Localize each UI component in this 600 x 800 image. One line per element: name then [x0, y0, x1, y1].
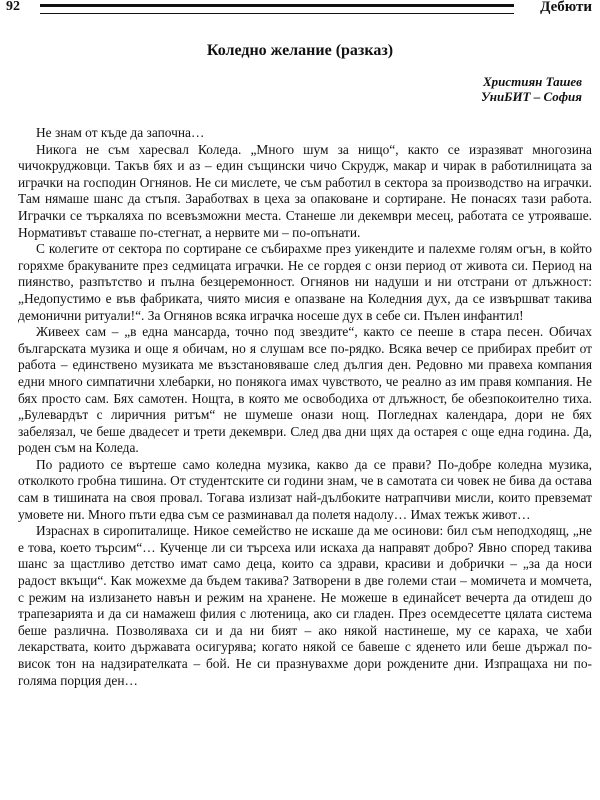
paragraph: С колегите от сектора по сортиране се събирахме през уикендите и палехме голям огън, в който горяхме бракуваните през седмицата играчки. Не се гордея с онзи период от живота си. Период на пиянство, разпътство и пълна безцеремонност. Огнянов ни надуши и ни отстрани от длъжност: „Недопустимо е във фабриката, чиято мисия е опазване на Коледния дух, да се извършват такива демонични ритуали!“. За Огнянов всяка играчка носеше дух в себе си. Пълен инфантил! — [18, 241, 592, 323]
page-header — [0, 0, 600, 16]
paragraph: Живеех сам – „в една мансарда, точно под звездите“, както се пееше в стара песен. Обичах българската музика и още я обичам, но я слушам все по-рядко. Всяка вечер се прибирах пребит от работа – единствено музиката ме възстановяваше след дългия ден. Редовно ми правеха компания едни много симпатични хлебарки, но понякога имах чувството, че реално аз им правя компания. Не бях просто сам. Бях самотен. Нощта, в която ме освободиха от длъжност, бе обезпокоително тиха. „Булевардът с лиричния ритъм“ не шумеше онази нощ. Погледнах календара, дори не бях забелязал, че беше двадесет и трети декември. След два дни щях да остарея с още една година. Да, роден съм на Коледа. — [18, 324, 592, 456]
page-number: 92 — [6, 0, 20, 14]
byline — [481, 74, 582, 104]
article-title: Коледно желание (разказ) — [206, 42, 394, 59]
header-rule — [40, 4, 514, 14]
paragraph: Никога не съм харесвал Коледа. „Много шум за нищо“, както се изразяват многозина чичокруджовци. Такъв бях и аз – един същински чичо Скрудж, макар и чирак в работилницата за играчки на господин Огнянов. Не си мислете, че съм работил в сектора за производство на играчки. Там нямаше шанс да стъпя. Заработвах в цеха за опаковане и сортиране. Не понасях тази работа. Играчки се търкаляха по всевъзможни места. Станеше ли декември месец, работата се утрояваше. Нормативът ставаше по-стегнат, а нервите ми – по-опънати. — [18, 141, 592, 240]
article-body — [18, 125, 592, 689]
paragraph: Израснах в сиропиталище. Никое семейство не искаше да ме осинови: бил съм неподходящ, „не е това, което търсим“… Кученце ли си търсеха или искаха да направят добро? Явно според такива шанс за щастливо детство имат само деца, които са здрави, красиви и добрички – „за да носи радост вкъщи“. Как можехме да бъдем такива? Затворени в две големи стаи – момичета и момчета, с режим на излизането навън и режим на хранене. Не можеше в единайсет вечерта да отидеш до трапезарията и да си намажеш филия с лютеница, ако си гладен. През осемдесетте цялата система беше различна. Позволяваха си и да ни бият – ако някой настинеше, му се караха, че хаби лекарствата, които държавата осигурява; когато някой се бавеше с яденето или беше държал по-висок тон на надзирателката – бой. Не си празнувахме дори рождените дни. Изпращаха ни по-голяма порция ден… — [18, 523, 592, 688]
paragraph: По радиото се въртеше само коледна музика, какво да се прави? По-добре коледна музика, отколкото гробна тишина. От студентските си години знам, че в самотата си човек не бива да остава сам в тишината на своя провал. Тогава излизат най-дълбоките натрапчиви мисли, които превземат умовете ни. Много пъти едва съм се разминавал да полетя надолу… Имах тежък живот… — [18, 456, 592, 522]
running-title: Дебюти — [540, 0, 592, 15]
author-affiliation: УниБИТ – София — [481, 89, 582, 104]
author-name: Християн Ташев — [482, 74, 582, 89]
paragraph: Не знам от къде да започна… — [36, 125, 205, 140]
